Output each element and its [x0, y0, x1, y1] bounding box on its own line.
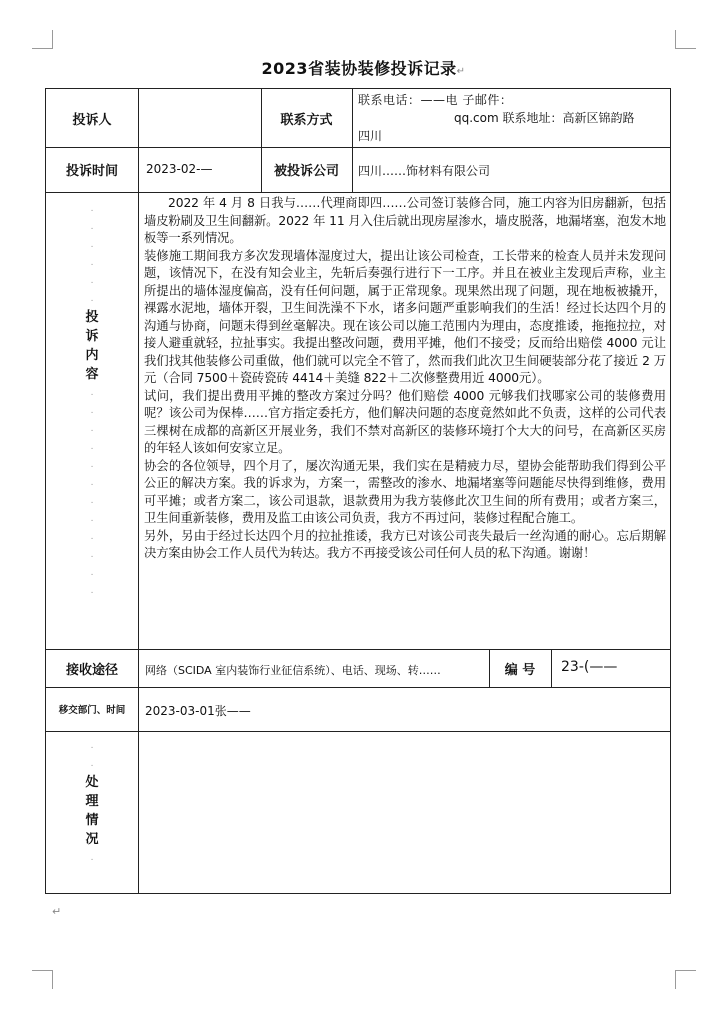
contact-address: qq.com 联系地址：高新区锦韵路	[454, 111, 635, 125]
content-label-cell	[46, 192, 138, 649]
content-paragraph: 协会的各位领导，四个月了，屡次沟通无果，我们实在是精疲力尽，望协会能帮助我们得到公平公正的解决方案。我的诉求为，方案一，需整改的渗水、地漏堵塞等问题能尽快得到维修，费用可平摊；或者方案二，该公司退款，退款费用为我方装修此次卫生间的所有费用；或者方案三，卫生间重新装修，费用及监工由该公司负责，我方不再过问，装修过程配合施工。	[144, 458, 666, 525]
handling-label-char: 理	[85, 794, 99, 809]
number-label: 编 号	[504, 662, 536, 678]
title-text: 2023省装协装修投诉记录	[261, 59, 457, 78]
complaint-table	[45, 88, 671, 894]
transfer-label: 移交部门、时间	[58, 705, 126, 716]
receive-channel-label: 接收途径	[65, 662, 118, 678]
contact-value	[358, 91, 666, 147]
content-label-char: 诉	[85, 329, 99, 344]
content-paragraph: 试问，我们提出费用平摊的整改方案过分吗？他们赔偿 4000 元够我们找哪家公司的装修费用呢？该公司为保棒……官方指定委托方，他们解决问题的态度竟然如此不负责，这样的公司代表三棵树在成都的高新区开展业务，我们不禁对高新区的装修环境打个大大的问号，在高新区买房的年轻人该如何安家立足。	[144, 388, 666, 455]
column-divider	[352, 89, 353, 192]
crop-mark-bottom-left	[32, 970, 53, 989]
receive-channel-value: 网络（SCIDA 室内装饰行业征信系统）、电话、现场、转……	[145, 664, 441, 677]
company-value: 四川……饰材料有限公司	[358, 164, 491, 178]
handling-label-cell	[46, 731, 138, 893]
crop-mark-top-right	[675, 30, 696, 49]
complainant-value	[146, 109, 256, 139]
label-dots: .	[90, 853, 94, 863]
handling-label-char: 处	[85, 775, 99, 790]
page-title	[0, 56, 727, 79]
complaint-content	[144, 195, 666, 647]
paragraph-mark-icon: ↵	[456, 66, 466, 77]
contact-phone-email: 联系电话：——电 子邮件：	[358, 93, 513, 107]
label-dots: . .	[90, 741, 94, 769]
paragraph-mark-icon: ↵	[52, 905, 62, 918]
crop-mark-top-left	[32, 30, 53, 49]
complainant-label: 投诉人	[72, 112, 112, 128]
handling-label-char: 情	[85, 813, 99, 828]
complaint-time-label: 投诉时间	[65, 164, 118, 179]
handling-label-char: 况	[85, 832, 99, 847]
row-divider	[46, 649, 670, 650]
content-label-char: 内	[85, 348, 99, 363]
row-divider	[46, 192, 670, 193]
company-label: 被投诉公司	[273, 164, 339, 179]
handling-label	[46, 773, 138, 849]
content-label	[46, 308, 138, 384]
crop-mark-bottom-right	[675, 970, 696, 989]
content-paragraph: 2022 年 4 月 8 日我与……代理商即四……公司签订装修合同，施工内容为旧房翻新，包括墙皮粉刷及卫生间翻新。2022 年 11 月入住后就出现房屋渗水，墙皮脱落，地漏堵塞，泡发木地板等一系列情况。	[144, 196, 666, 245]
row-divider	[46, 147, 670, 148]
column-divider	[551, 649, 552, 687]
number-value: 23-(——	[561, 659, 618, 675]
content-paragraph: 装修施工期间我方多次发现墙体湿度过大，提出让该公司检查，工长带来的检查人员并未发现问题，该情况下，在没有知会业主，先斩后奏强行进行下一工序。并且在被业主发现后声称，业主所提出的墙体湿度偏高，没有任何问题，属于正常现象。现果然出现了问题，现在地板被撬开，裸露水泥地，墙体开裂，卫生间洗澡不下水，诸多问题严重影响我们的生活！经过长达四个月的沟通与协商，问题未得到丝毫解决。现在该公司以施工范围内为理由，态度推诿，拖拖拉拉，对接人避重就轻，拉扯事实。我提出整改问题，费用平摊，他们不接受；反而给出赔偿 4000 元让我们找其他装修公司重做，他们就可以完全不管了，然而我们此次卫生间硬装部分花了接近 2 万元（合同 7500＋瓷砖瓷砖 4414＋美缝 822＋二次修整费用近 4000元）。	[144, 248, 666, 385]
row-divider	[46, 687, 670, 688]
contact-label: 联系方式	[280, 112, 333, 128]
content-label-char: 容	[85, 367, 99, 382]
content-paragraph: 另外，另由于经过长达四个月的拉扯推诿，我方已对该公司丧失最后一丝沟通的耐心。忘后期解决方案由协会工作人员代为转达。我方不再接受该公司任何人员的私下沟通。谢谢！	[144, 528, 666, 560]
row-divider	[46, 731, 670, 732]
content-label-char: 投	[85, 310, 99, 325]
handling-value	[145, 739, 665, 889]
transfer-value: 2023-03-01张——	[145, 704, 251, 718]
column-divider	[138, 89, 139, 893]
label-dots: . . . . . .	[90, 204, 94, 304]
label-dots: . . . . . . . . . . . .	[90, 388, 94, 596]
complaint-time-value: 2023-02-—	[146, 162, 213, 176]
contact-address-cont: 四川	[358, 129, 383, 143]
